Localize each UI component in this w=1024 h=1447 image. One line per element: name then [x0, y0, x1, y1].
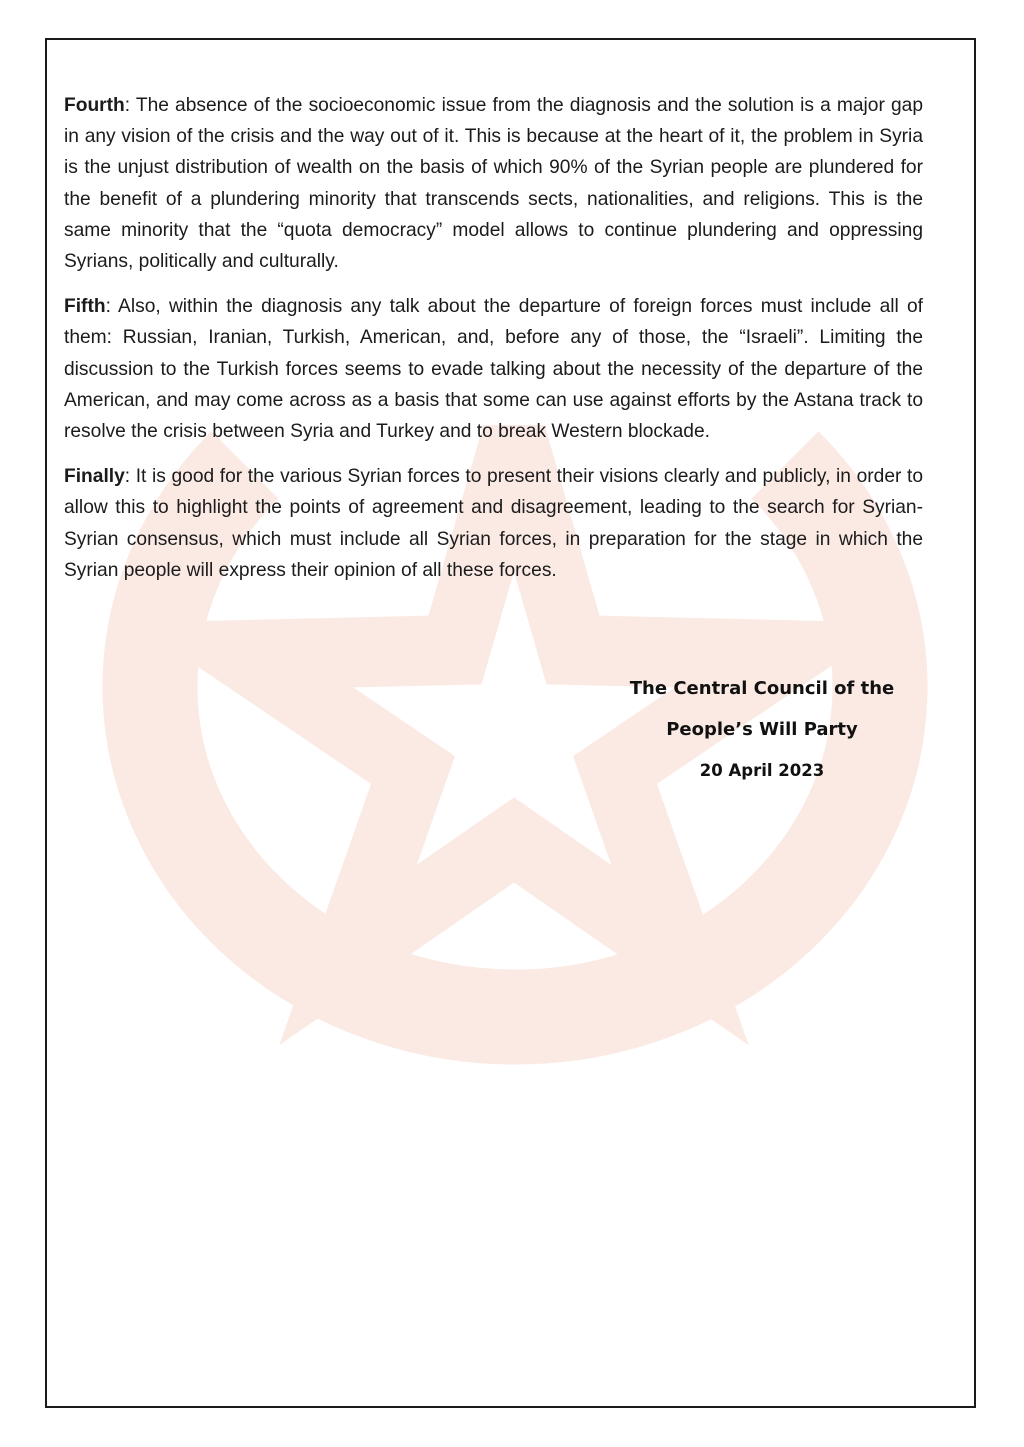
paragraph-text: : The absence of the socioeconomic issue from the diagnosis and the solution is a major gap in any vision of the crisis and the way out of it. This is because at the heart of it, the problem in Syria is the unjust distribution of wealth on the basis of which 90% of the Syrian people are plundered for the benefit of a plundering minority that transcends sects, nationalities, and religions. This is the same minority that the “quota democracy” model allows to continue plundering and oppressing Syrians, politically and culturally. — [64, 95, 923, 273]
paragraph-text: : It is good for the various Syrian forces to present their visions clearly and publicly, in order to allow this to highlight the points of agreement and disagreement, leading to the search for Syrian-Syrian consensus, which must include all Syrian forces, in preparation for the stage in which the Syrian people will express their opinion of all these forces. — [64, 466, 923, 581]
paragraph-text: : Also, within the diagnosis any talk about the departure of foreign forces must include all of them: Russian, Iranian, Turkish, American, and, before any of those, the “Israeli”. Limiting the discussion to the Turkish forces seems to evade talking about the necessity of the departure of the American, and may come across as a basis that some can use against efforts by the Astana track to resolve the crisis between Syria and Turkey and to break Western blockade. — [64, 296, 923, 443]
document-body — [64, 90, 923, 600]
paragraph-fifth — [64, 291, 923, 447]
paragraph-lead: Fourth — [64, 95, 125, 116]
paragraph-lead: Fifth — [64, 296, 106, 318]
signature-date: 20 April 2023 — [699, 761, 825, 780]
signature-block — [600, 668, 924, 791]
paragraph-lead: Finally — [64, 466, 125, 488]
paragraph-finally — [64, 461, 923, 586]
paragraph-fourth — [64, 90, 923, 277]
signature-line-2: People’s Will Party — [666, 719, 858, 740]
signature-line-1: The Central Council of the — [629, 678, 895, 699]
